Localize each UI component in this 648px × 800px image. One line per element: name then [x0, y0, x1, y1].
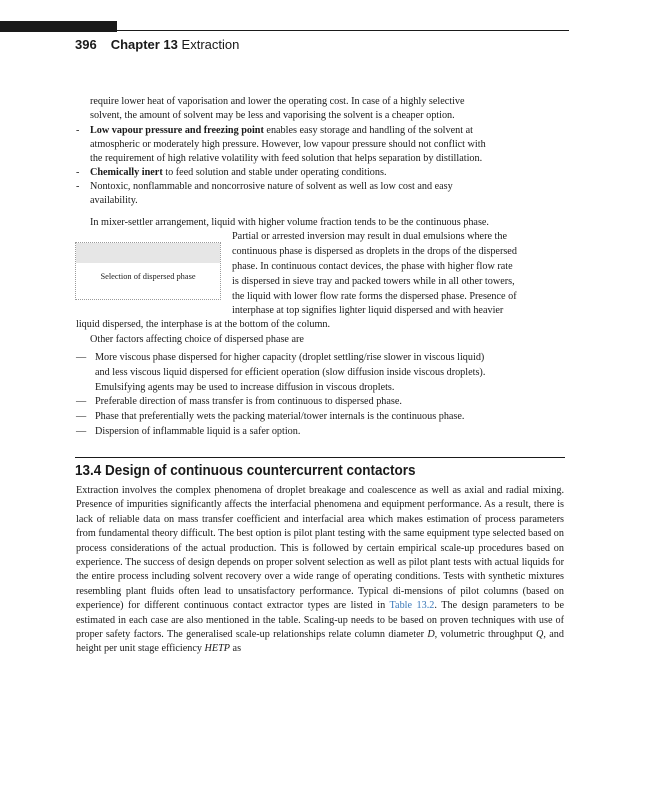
section-rule	[75, 457, 565, 458]
body-line: interphase at top signifies lighter liquid dispersed and with heavier	[232, 305, 504, 316]
section-heading: 13.4 Design of continuous countercurrent contactors	[75, 462, 416, 479]
chapter-title: Extraction	[181, 37, 240, 52]
body-line: require lower heat of vaporisation and lower the operating cost. In case of a highly selective	[90, 96, 465, 107]
bullet-bold: Low vapour pressure and freezing point	[90, 125, 264, 136]
margin-note-label: Selection of dispersed phase	[100, 272, 196, 281]
variable-d: D	[427, 629, 435, 641]
bullet-dash: -	[76, 181, 80, 192]
body-line: atmospheric or moderately high pressure. However, low vapour pressure should not conflict with	[90, 139, 486, 150]
margin-note	[75, 242, 221, 300]
body-line: phase. In continuous contact devices, the phase with higher flow rate	[232, 261, 513, 272]
margin-note-shade	[76, 243, 220, 263]
body-line: the requirement of high relative volatility with feed solution that helps separation by distillation.	[90, 153, 483, 164]
bullet-dash: -	[76, 125, 80, 136]
body-line: Partial or arrested inversion may result in dual emulsions where the	[232, 231, 507, 242]
chapter-label: Chapter 13	[110, 37, 178, 52]
header-rule	[0, 30, 569, 31]
body-line: is dispersed in sieve tray and packed towers while in all other towers,	[232, 276, 515, 287]
body-line: and less viscous liquid dispersed for efficient operation (slow diffusion inside viscous droplets).	[95, 367, 486, 378]
variable-hetp: HETP	[204, 643, 230, 655]
bullet-bold: Chemically inert	[90, 167, 163, 178]
running-head	[75, 37, 239, 52]
bullet-dash: -	[76, 167, 80, 178]
bullet-dash: —	[76, 411, 87, 422]
bullet-dash: —	[76, 426, 87, 437]
body-line: Preferable direction of mass transfer is from continuous to dispersed phase.	[95, 396, 402, 407]
body-line: In mixer-settler arrangement, liquid with higher volume fraction tends to be the continuous phase.	[90, 217, 489, 228]
bullet-item: Low vapour pressure and freezing point enables easy storage and handling of the solvent at	[90, 125, 473, 136]
body-line: Phase that preferentially wets the packing material/tower internals is the continuous phase.	[95, 411, 465, 422]
body-line: liquid dispersed, the interphase is at the bottom of the column.	[76, 319, 331, 330]
body-line: More viscous phase dispersed for higher capacity (droplet settling/rise slower in viscous liquid)	[95, 352, 485, 363]
bullet-item: Chemically inert to feed solution and stable under operating conditions.	[90, 167, 387, 178]
body-line: continuous phase is dispersed as droplets in the drops of the dispersed	[232, 246, 517, 257]
bullet-dash: —	[76, 352, 87, 363]
body-line: availability.	[90, 195, 138, 206]
page-number: 396	[75, 37, 97, 52]
table-link[interactable]: Table 13.2	[389, 600, 435, 612]
body-line: Dispersion of inflammable liquid is a safer option.	[95, 426, 301, 437]
body-line: Emulsifying agents may be used to increase diffusion in viscous droplets.	[95, 382, 395, 393]
body-line: Other factors affecting choice of dispersed phase are	[90, 334, 304, 345]
bullet-dash: —	[76, 396, 87, 407]
body-line: the liquid with lower flow rate forms the dispersed phase. Presence of	[232, 291, 517, 302]
body-line: solvent, the amount of solvent may be less and vaporising the solvent is a cheaper option.	[90, 110, 455, 121]
body-line: Nontoxic, nonflammable and noncorrosive nature of solvent as well as low cost and easy	[90, 181, 453, 192]
variable-q: Q	[536, 629, 544, 641]
section-body: Extraction involves the complex phenomena of droplet breakage and coalescence as well as axial and radial mixing. Presence of impurities significantly affects the interfacial phenomena and equipment performance. As a result, there is lack of reliable data on mass transfer coefficient and interfacial area which makes estimation of process parameters from fundamental theory difficult. The best option is pilot plant testing with the same equipment type selected based on process considerations of the actual production. This is followed by certain empirical scale-up procedures based on experience. The success of design depends on proper solvent selection as well as pilot plant tests with actual liquids for the entire process including solvent recovery over a wide range of operating conditions. Tests with synthetic mixtures resembling plant fluids often lead to unsatisfactory performance. Typical di-mensions of pilot columns (based on experience) for different continuous contact extractor types are listed in Table 13.2. The design parameters to be estimated in each case are also mentioned in the table. Scaling-up needs to be based on proven techniques with use of proper safety factors. The generalised scale-up relationships relate column diameter D, volumetric throughput Q, and height per unit stage efficiency HETP as	[76, 485, 564, 655]
